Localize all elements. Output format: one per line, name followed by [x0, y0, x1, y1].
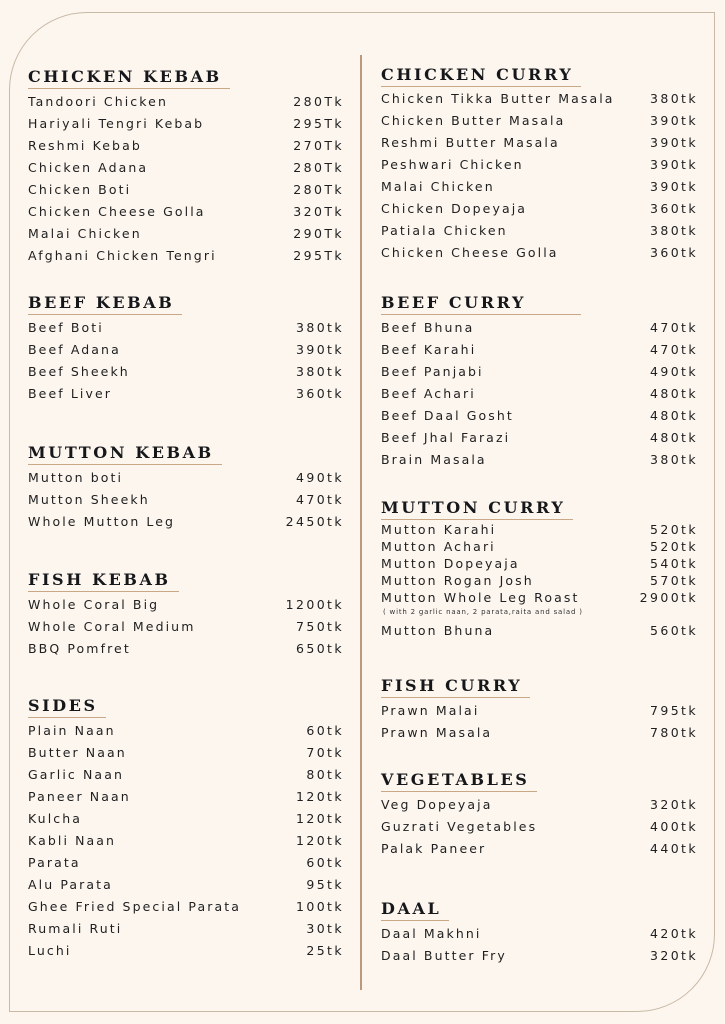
item-name: Garlic Naan	[28, 767, 124, 782]
menu-item	[381, 154, 698, 176]
item-price: 520tk	[650, 522, 698, 537]
item-name: Veg Dopeyaja	[381, 797, 493, 812]
item-price: 120tk	[296, 789, 344, 804]
item-name: Palak Paneer	[381, 841, 487, 856]
menu-item	[381, 538, 698, 555]
item-price: 390tk	[650, 135, 698, 150]
item-name: Mutton Achari	[381, 539, 496, 554]
menu-item	[381, 838, 698, 860]
item-name: Beef Panjabi	[381, 364, 484, 379]
item-price: 320Tk	[293, 204, 344, 219]
section-title: MUTTON CURRY	[381, 499, 573, 520]
item-name: Beef Daal Gosht	[381, 408, 514, 423]
menu-item	[28, 896, 344, 918]
item-name: Kabli Naan	[28, 833, 117, 848]
item-name: Whole Mutton Leg	[28, 514, 176, 529]
section-sides	[28, 696, 344, 962]
item-price: 320tk	[650, 797, 698, 812]
item-name: Ghee Fried Special Parata	[28, 899, 241, 914]
item-name: Chicken Boti	[28, 182, 132, 197]
section-title: BEEF CURRY	[381, 294, 581, 315]
item-price: 2900tk	[639, 590, 698, 605]
item-name: Prawn Masala	[381, 725, 493, 740]
item-price: 80tk	[306, 767, 344, 782]
menu-item	[381, 722, 698, 744]
section-title: VEGETABLES	[381, 771, 537, 792]
menu-item	[28, 91, 344, 113]
item-price: 470tk	[296, 492, 344, 507]
item-name: Patiala Chicken	[381, 223, 508, 238]
item-name: Hariyali Tengri Kebab	[28, 116, 205, 131]
section-title: SIDES	[28, 697, 106, 718]
menu-item	[381, 521, 698, 538]
item-name: Chicken Tikka Butter Masala	[381, 91, 615, 106]
section-chicken-curry	[381, 65, 698, 264]
item-price: 795tk	[650, 703, 698, 718]
item-price: 380tk	[296, 320, 344, 335]
item-price: 440tk	[650, 841, 698, 856]
item-name: Plain Naan	[28, 723, 116, 738]
item-name: Daal Makhni	[381, 926, 482, 941]
item-price: 470tk	[650, 320, 698, 335]
menu-item	[381, 361, 698, 383]
menu-item	[28, 830, 344, 852]
item-price: 480tk	[650, 430, 698, 445]
menu-item	[381, 945, 698, 967]
menu-item	[381, 317, 698, 339]
menu-item	[381, 383, 698, 405]
item-name: Mutton boti	[28, 470, 124, 485]
item-price: 280Tk	[293, 160, 344, 175]
menu-item	[381, 242, 698, 264]
item-price: 380tk	[650, 452, 698, 467]
item-name: Chicken Cheese Golla	[28, 204, 206, 219]
item-price: 360tk	[650, 245, 698, 260]
item-price: 60tk	[306, 723, 344, 738]
menu-item	[28, 113, 344, 135]
section-vegetables	[381, 770, 698, 860]
item-name: Kulcha	[28, 811, 83, 826]
menu-item	[381, 923, 698, 945]
menu-item	[381, 220, 698, 242]
section-fish-kebab	[28, 570, 344, 660]
menu-item	[381, 449, 698, 471]
item-price: 30tk	[306, 921, 344, 936]
section-title: DAAL	[381, 900, 449, 921]
item-price: 295Tk	[293, 116, 344, 131]
item-price: 650tk	[296, 641, 344, 656]
menu-item	[28, 467, 344, 489]
menu-item	[28, 786, 344, 808]
item-price: 360tk	[650, 201, 698, 216]
item-price: 380tk	[650, 91, 698, 106]
item-name: Chicken Adana	[28, 160, 149, 175]
section-daal	[381, 899, 698, 967]
item-price: 120tk	[296, 811, 344, 826]
menu-item	[381, 555, 698, 572]
section-title: BEEF KEBAB	[28, 294, 182, 315]
item-name: Mutton Dopeyaja	[381, 556, 520, 571]
item-name: Parata	[28, 855, 81, 870]
item-price: 400tk	[650, 819, 698, 834]
menu-item	[381, 405, 698, 427]
item-name: Tandoori Chicken	[28, 94, 168, 109]
item-price: 2450tk	[285, 514, 344, 529]
item-name: Prawn Malai	[381, 703, 480, 718]
item-name: Luchi	[28, 943, 72, 958]
menu-item	[381, 427, 698, 449]
item-price: 570tk	[650, 573, 698, 588]
menu-item	[381, 110, 698, 132]
item-name: Peshwari Chicken	[381, 157, 524, 172]
section-mutton-kebab	[28, 443, 344, 533]
item-price: 290Tk	[293, 226, 344, 241]
menu-item	[381, 794, 698, 816]
item-name: Rumali Ruti	[28, 921, 123, 936]
item-name: Beef Bhuna	[381, 320, 475, 335]
item-price: 60tk	[306, 855, 344, 870]
item-price: 520tk	[650, 539, 698, 554]
item-name: Alu Parata	[28, 877, 113, 892]
item-price: 480tk	[650, 408, 698, 423]
item-name: Malai Chicken	[381, 179, 495, 194]
item-name: Beef Boti	[28, 320, 104, 335]
item-price: 100tk	[296, 899, 344, 914]
item-price: 390tk	[650, 179, 698, 194]
item-price: 490tk	[296, 470, 344, 485]
item-name: Brain Masala	[381, 452, 487, 467]
menu-item	[28, 245, 344, 267]
menu-item	[28, 135, 344, 157]
menu-item	[28, 201, 344, 223]
section-mutton-curry	[381, 498, 698, 642]
item-name: Malai Chicken	[28, 226, 142, 241]
item-name: Reshmi Butter Masala	[381, 135, 560, 150]
item-price: 380tk	[650, 223, 698, 238]
item-price: 490tk	[650, 364, 698, 379]
item-note: ( with 2 garlic naan, 2 parata,raita and salad )	[383, 608, 583, 616]
item-price: 390tk	[650, 157, 698, 172]
item-price: 540tk	[650, 556, 698, 571]
menu-item	[28, 742, 344, 764]
menu-item	[28, 361, 344, 383]
menu-item	[381, 572, 698, 589]
item-name: Chicken Dopeyaja	[381, 201, 528, 216]
section-title: MUTTON KEBAB	[28, 444, 222, 465]
menu-item	[28, 511, 344, 533]
menu-item	[381, 589, 698, 606]
menu-item	[28, 616, 344, 638]
section-beef-curry	[381, 293, 698, 471]
menu-item	[381, 176, 698, 198]
item-name: Beef Liver	[28, 386, 112, 401]
item-price: 270Tk	[293, 138, 344, 153]
item-price: 470tk	[650, 342, 698, 357]
section-chicken-kebab	[28, 67, 344, 267]
item-price: 390tk	[296, 342, 344, 357]
menu-item	[381, 132, 698, 154]
section-beef-kebab	[28, 293, 344, 405]
item-price: 120tk	[296, 833, 344, 848]
item-name: Whole Coral Big	[28, 597, 160, 612]
item-price: 780tk	[650, 725, 698, 740]
section-title: CHICKEN CURRY	[381, 66, 581, 87]
section-fish-curry	[381, 676, 698, 744]
item-name: Chicken Butter Masala	[381, 113, 566, 128]
menu-item	[28, 918, 344, 940]
item-name: Afghani Chicken Tengri	[28, 248, 217, 263]
menu-item	[28, 223, 344, 245]
menu-item	[381, 700, 698, 722]
item-price: 70tk	[306, 745, 344, 760]
menu-item	[28, 157, 344, 179]
item-name: Mutton Karahi	[381, 522, 497, 537]
item-name: Mutton Whole Leg Roast	[381, 590, 580, 605]
item-price: 320tk	[650, 948, 698, 963]
item-price: 295Tk	[293, 248, 344, 263]
menu-item	[381, 816, 698, 838]
item-name: Beef Achari	[381, 386, 476, 401]
section-title: FISH KEBAB	[28, 571, 179, 592]
menu-item	[381, 620, 698, 642]
item-name: Beef Jhal Farazi	[381, 430, 511, 445]
item-name: Guzrati Vegetables	[381, 819, 538, 834]
item-name: Beef Karahi	[381, 342, 477, 357]
menu-item	[28, 852, 344, 874]
item-name: Chicken Cheese Golla	[381, 245, 559, 260]
item-name: Paneer Naan	[28, 789, 131, 804]
menu-item	[381, 88, 698, 110]
item-price: 95tk	[306, 877, 344, 892]
item-price: 380tk	[296, 364, 344, 379]
section-title: CHICKEN KEBAB	[28, 68, 230, 89]
menu-item	[381, 198, 698, 220]
menu-item	[28, 874, 344, 896]
menu-item	[28, 764, 344, 786]
item-name: Mutton Rogan Josh	[381, 573, 534, 588]
item-name: Daal Butter Fry	[381, 948, 507, 963]
item-name: Reshmi Kebab	[28, 138, 142, 153]
item-name: BBQ Pomfret	[28, 641, 131, 656]
menu-item	[28, 720, 344, 742]
menu-item	[28, 638, 344, 660]
item-price: 280Tk	[293, 182, 344, 197]
item-name: Mutton Sheekh	[28, 492, 150, 507]
menu-item	[28, 489, 344, 511]
item-price: 420tk	[650, 926, 698, 941]
item-name: Butter Naan	[28, 745, 127, 760]
item-name: Mutton Bhuna	[381, 623, 495, 638]
menu-item	[381, 339, 698, 361]
item-price: 280Tk	[293, 94, 344, 109]
menu-item	[28, 383, 344, 405]
item-name: Beef Adana	[28, 342, 121, 357]
section-title: FISH CURRY	[381, 677, 530, 698]
menu-item	[28, 808, 344, 830]
menu-item	[28, 317, 344, 339]
item-name: Whole Coral Medium	[28, 619, 196, 634]
item-price: 360tk	[296, 386, 344, 401]
column-divider	[360, 55, 362, 990]
item-price: 1200tk	[285, 597, 344, 612]
item-price: 750tk	[296, 619, 344, 634]
menu-item	[28, 594, 344, 616]
item-price: 25tk	[306, 943, 344, 958]
menu-item	[28, 339, 344, 361]
item-price: 480tk	[650, 386, 698, 401]
item-price: 560tk	[650, 623, 698, 638]
menu-item	[28, 179, 344, 201]
item-name: Beef Sheekh	[28, 364, 130, 379]
item-price: 390tk	[650, 113, 698, 128]
menu-item	[28, 940, 344, 962]
